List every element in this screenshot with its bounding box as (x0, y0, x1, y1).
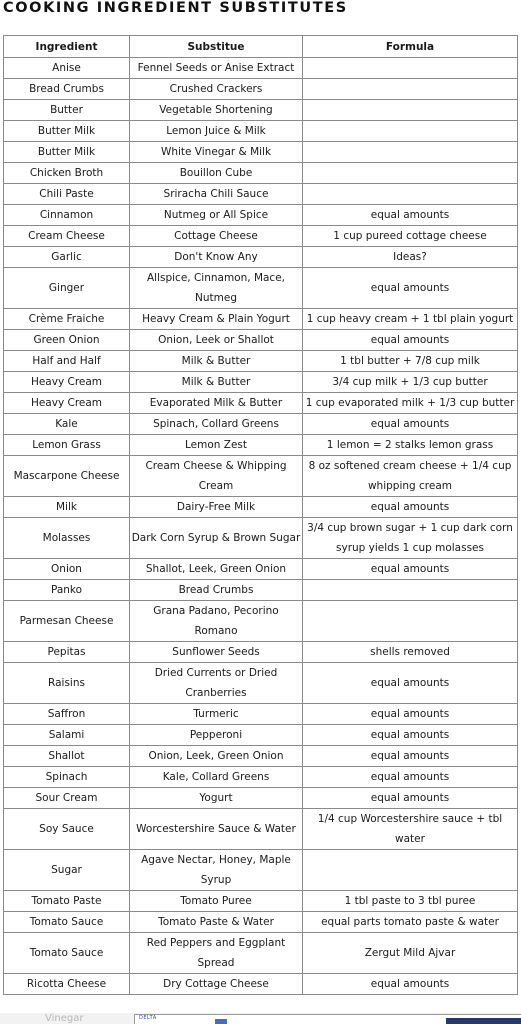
formula-cell: Ideas? (303, 247, 518, 268)
header-substitute: Substitue (130, 36, 303, 58)
ingredient-cell: Molasses (4, 518, 130, 559)
ingredient-cell: Milk (4, 497, 130, 518)
cut-off-area (0, 1013, 521, 1024)
ingredient-cell: Mascarpone Cheese (4, 456, 130, 497)
formula-cell (303, 58, 518, 79)
ingredient-cell: Raisins (4, 663, 130, 704)
formula-cell (303, 100, 518, 121)
substitute-cell: Cottage Cheese (130, 226, 303, 247)
formula-cell: equal amounts (303, 497, 518, 518)
ingredient-cell: Garlic (4, 247, 130, 268)
page-title: COOKING INGREDIENT SUBSTITUTES (3, 0, 348, 16)
table-row (4, 559, 518, 580)
header-ingredient: Ingredient (4, 36, 130, 58)
substitute-cell: Dairy-Free Milk (130, 497, 303, 518)
ingredient-cell: Kale (4, 414, 130, 435)
substitute-cell: Worcestershire Sauce & Water (130, 809, 303, 850)
ingredient-cell: Lemon Grass (4, 435, 130, 456)
table-row (4, 580, 518, 601)
formula-cell (303, 121, 518, 142)
substitute-cell: Onion, Leek or Shallot (130, 330, 303, 351)
table-row (4, 393, 518, 414)
formula-cell (303, 163, 518, 184)
formula-cell: 1 cup pureed cottage cheese (303, 226, 518, 247)
ingredient-cell: Parmesan Cheese (4, 601, 130, 642)
substitute-cell: Vegetable Shortening (130, 100, 303, 121)
ingredient-cell: Sour Cream (4, 788, 130, 809)
ingredient-cell: Crème Fraiche (4, 309, 130, 330)
table-row (4, 58, 518, 79)
table-body (4, 58, 518, 995)
substitute-cell: Allspice, Cinnamon, Mace, Nutmeg (130, 268, 303, 309)
substitute-cell: Shallot, Leek, Green Onion (130, 559, 303, 580)
ingredient-cell: Tomato Paste (4, 891, 130, 912)
substitute-cell: Cream Cheese & Whipping Cream (130, 456, 303, 497)
substitute-cell: Dried Currents or Dried Cranberries (130, 663, 303, 704)
substitute-cell: Lemon Juice & Milk (130, 121, 303, 142)
substitute-cell: Sriracha Chili Sauce (130, 184, 303, 205)
table-row (4, 309, 518, 330)
table-row (4, 100, 518, 121)
substitute-cell: Fennel Seeds or Anise Extract (130, 58, 303, 79)
ingredient-cell: Tomato Sauce (4, 912, 130, 933)
ingredient-cell: Ricotta Cheese (4, 974, 130, 995)
table-row (4, 850, 518, 891)
substitute-cell: Sunflower Seeds (130, 642, 303, 663)
ingredient-cell: Half and Half (4, 351, 130, 372)
table-row (4, 725, 518, 746)
formula-cell (303, 79, 518, 100)
table-row (4, 788, 518, 809)
formula-cell: equal amounts (303, 767, 518, 788)
formula-cell (303, 601, 518, 642)
formula-cell: equal amounts (303, 330, 518, 351)
table-row (4, 663, 518, 704)
substitute-cell: Bouillon Cube (130, 163, 303, 184)
formula-cell: 1 tbl paste to 3 tbl puree (303, 891, 518, 912)
substitute-cell: Agave Nectar, Honey, Maple Syrup (130, 850, 303, 891)
ingredient-cell: Onion (4, 559, 130, 580)
formula-cell: 1 cup evaporated milk + 1/3 cup butter (303, 393, 518, 414)
formula-cell: 3/4 cup brown sugar + 1 cup dark corn syrup yields 1 cup molasses (303, 518, 518, 559)
substitute-cell: Red Peppers and Eggplant Spread (130, 933, 303, 974)
substitute-cell: Pepperoni (130, 725, 303, 746)
substitute-cell: Kale, Collard Greens (130, 767, 303, 788)
substitute-cell: Lemon Zest (130, 435, 303, 456)
substitute-cell: Turmeric (130, 704, 303, 725)
ad-banner[interactable] (134, 1014, 521, 1024)
table-row (4, 414, 518, 435)
table-row (4, 372, 518, 393)
table-row (4, 809, 518, 850)
ingredient-cell: Chili Paste (4, 184, 130, 205)
formula-cell: equal amounts (303, 974, 518, 995)
formula-cell: 1/4 cup Worcestershire sauce + tbl water (303, 809, 518, 850)
ingredient-cell: Anise (4, 58, 130, 79)
formula-cell: 3/4 cup milk + 1/3 cup butter (303, 372, 518, 393)
ingredient-cell: Salami (4, 725, 130, 746)
table-row (4, 435, 518, 456)
ad-dark-block (446, 1018, 521, 1024)
ingredient-cell: Cinnamon (4, 205, 130, 226)
ingredient-cell: Chicken Broth (4, 163, 130, 184)
formula-cell: equal amounts (303, 268, 518, 309)
table-row (4, 247, 518, 268)
ingredient-cell: Butter Milk (4, 142, 130, 163)
ingredient-cell: Panko (4, 580, 130, 601)
formula-cell: equal amounts (303, 414, 518, 435)
formula-cell: 1 lemon = 2 stalks lemon grass (303, 435, 518, 456)
ingredient-cell: Butter (4, 100, 130, 121)
formula-cell: 8 oz softened cream cheese + 1/4 cup whipping cream (303, 456, 518, 497)
ingredient-cell: Shallot (4, 746, 130, 767)
table-row (4, 184, 518, 205)
substitute-cell: Spinach, Collard Greens (130, 414, 303, 435)
substitute-cell: Tomato Paste & Water (130, 912, 303, 933)
substitute-cell: Heavy Cream & Plain Yogurt (130, 309, 303, 330)
table-row (4, 497, 518, 518)
formula-cell: equal amounts (303, 704, 518, 725)
ingredient-cell: Heavy Cream (4, 372, 130, 393)
table-row (4, 226, 518, 247)
table-row (4, 704, 518, 725)
ingredient-cell: Pepitas (4, 642, 130, 663)
substitute-cell: Dark Corn Syrup & Brown Sugar (130, 518, 303, 559)
table-header-row (4, 36, 518, 58)
substitute-cell: Don't Know Any (130, 247, 303, 268)
ingredient-cell: Butter Milk (4, 121, 130, 142)
table-row (4, 518, 518, 559)
substitute-cell: Nutmeg or All Spice (130, 205, 303, 226)
formula-cell: 1 cup heavy cream + 1 tbl plain yogurt (303, 309, 518, 330)
table-row (4, 746, 518, 767)
table-row (4, 142, 518, 163)
ingredient-cell: Ginger (4, 268, 130, 309)
table-row (4, 163, 518, 184)
substitute-cell: Milk & Butter (130, 372, 303, 393)
formula-cell: equal amounts (303, 746, 518, 767)
formula-cell (303, 850, 518, 891)
table-row (4, 891, 518, 912)
cut-off-row-text: Vinegar (45, 1013, 84, 1024)
formula-cell: 1 tbl butter + 7/8 cup milk (303, 351, 518, 372)
formula-cell: equal parts tomato paste & water (303, 912, 518, 933)
ingredient-cell: Saffron (4, 704, 130, 725)
formula-cell: equal amounts (303, 788, 518, 809)
table-row (4, 642, 518, 663)
table-row (4, 268, 518, 309)
substitute-cell: Evaporated Milk & Butter (130, 393, 303, 414)
ingredient-cell: Bread Crumbs (4, 79, 130, 100)
table-row (4, 767, 518, 788)
substitute-cell: Bread Crumbs (130, 580, 303, 601)
substitute-cell: Yogurt (130, 788, 303, 809)
table-row (4, 330, 518, 351)
table-row (4, 974, 518, 995)
ingredient-cell: Cream Cheese (4, 226, 130, 247)
formula-cell (303, 142, 518, 163)
table-row (4, 601, 518, 642)
substitute-cell: Onion, Leek, Green Onion (130, 746, 303, 767)
table-row (4, 351, 518, 372)
ingredient-cell: Spinach (4, 767, 130, 788)
ad-blue-mark (215, 1019, 227, 1024)
substitute-cell: Crushed Crackers (130, 79, 303, 100)
ingredient-cell: Heavy Cream (4, 393, 130, 414)
table-row (4, 456, 518, 497)
substitute-cell: White Vinegar & Milk (130, 142, 303, 163)
substitute-cell: Dry Cottage Cheese (130, 974, 303, 995)
ingredient-cell: Tomato Sauce (4, 933, 130, 974)
ingredient-cell: Sugar (4, 850, 130, 891)
table-row (4, 79, 518, 100)
formula-cell: Zergut Mild Ajvar (303, 933, 518, 974)
ingredient-cell: Green Onion (4, 330, 130, 351)
header-formula: Formula (303, 36, 518, 58)
formula-cell: equal amounts (303, 205, 518, 226)
formula-cell: shells removed (303, 642, 518, 663)
formula-cell (303, 580, 518, 601)
substitute-cell: Grana Padano, Pecorino Romano (130, 601, 303, 642)
table-row (4, 912, 518, 933)
formula-cell: equal amounts (303, 725, 518, 746)
table-row (4, 121, 518, 142)
substitutes-table (3, 35, 518, 995)
formula-cell: equal amounts (303, 663, 518, 704)
substitute-cell: Tomato Puree (130, 891, 303, 912)
ingredient-cell: Soy Sauce (4, 809, 130, 850)
substitute-cell: Milk & Butter (130, 351, 303, 372)
formula-cell: equal amounts (303, 559, 518, 580)
table-row (4, 205, 518, 226)
table-row (4, 933, 518, 974)
ad-logo-text: DELTA (139, 1015, 157, 1021)
formula-cell (303, 184, 518, 205)
